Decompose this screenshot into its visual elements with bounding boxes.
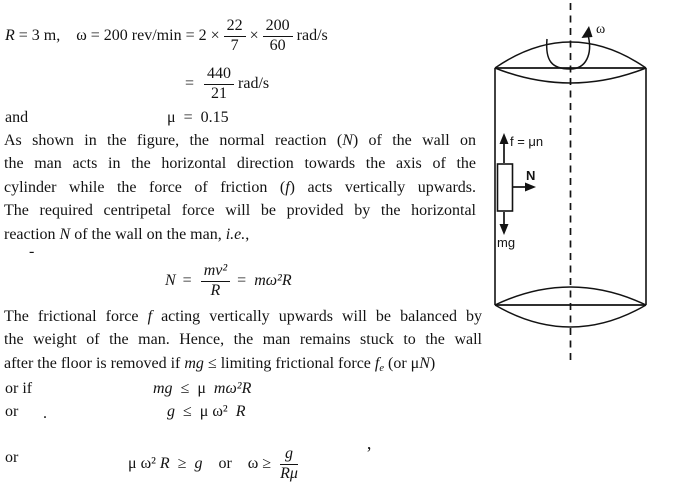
weight-arrowhead-icon bbox=[500, 224, 509, 235]
omega-label: ω bbox=[596, 22, 606, 37]
omega-arrowhead-icon bbox=[582, 26, 593, 38]
or-label-3: or bbox=[5, 449, 19, 466]
paragraph-line: after the floor is removed if mg ≤ limiting frictional force $f_e$ (or μN) bbox=[4, 354, 436, 374]
stray-dot-mark: . bbox=[43, 405, 47, 422]
normal-arrowhead-icon bbox=[525, 183, 536, 192]
equation-omega-condition: μ ω² R ≥ g or ω ≥ $\frac{g}{R\mu}$ bbox=[128, 445, 298, 482]
friction-force-label: f = μn bbox=[510, 134, 544, 149]
weight-force-label: mg bbox=[497, 235, 516, 250]
equation-mu-value: μ = 0.15 bbox=[167, 109, 229, 126]
paragraph-line: As shown in the figure, the normal reaction (N) of the wall on bbox=[4, 132, 477, 149]
paragraph-line: cylinder while the force of friction (f) acts vertically upwards. bbox=[4, 178, 477, 196]
paragraph-normal-reaction bbox=[4, 129, 476, 246]
or-label-2: or bbox=[5, 403, 19, 420]
paragraph-line: the weight of the man. Hence, the man remains stuck to the wall bbox=[4, 331, 482, 349]
paragraph-friction-balance bbox=[4, 305, 482, 380]
paragraph-line: the man acts in the horizontal direction towards the axis of the bbox=[4, 155, 476, 173]
equation-g-condition: g ≤ μ ω² R bbox=[167, 403, 246, 420]
man-block bbox=[498, 164, 513, 211]
equation-centripetal: N = $\frac{\text{mv²}}{R}$ = mω²R bbox=[165, 262, 292, 299]
or-if-label: or if bbox=[5, 380, 33, 397]
equation-omega-conversion: R = 3 m, ω = 200 rev/min = 2 × $\frac{22}{7}$ × $\frac{200}{60}$ rad/s bbox=[5, 17, 328, 54]
stray-dash-mark: - bbox=[29, 243, 35, 260]
rotating-cylinder-diagram bbox=[460, 0, 676, 400]
normal-force-label: N bbox=[526, 168, 536, 183]
paragraph-line: The required centripetal force will be provided by the horizontal bbox=[4, 202, 476, 220]
and-label: and bbox=[5, 109, 29, 126]
paragraph-line: reaction N of the wall on the man, i.e., bbox=[4, 225, 250, 243]
friction-arrowhead-icon bbox=[500, 133, 509, 144]
paragraph-line: The frictional force f acting vertically upwards will be balanced by bbox=[4, 308, 483, 325]
equation-mg-condition: mg ≤ μ mω²R bbox=[153, 380, 252, 397]
equation-omega-result: = $\frac{440}{21}$ rad/s bbox=[185, 65, 270, 102]
trailing-comma-mark: ’ bbox=[366, 443, 372, 463]
